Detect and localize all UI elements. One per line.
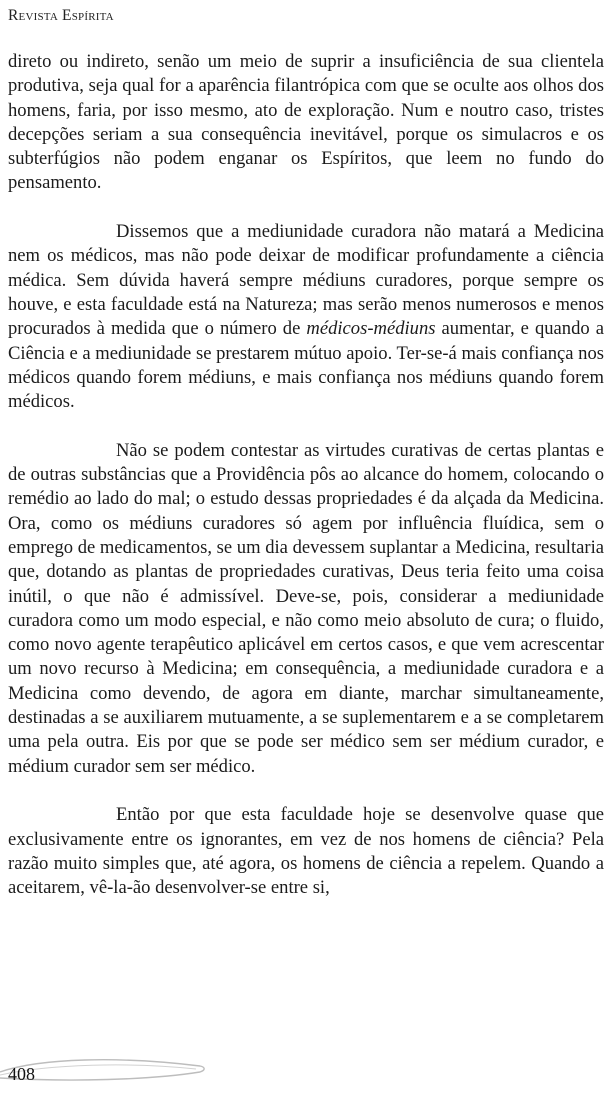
paragraph-2-text-a: Dissemos que a mediunidade curadora não matará a Medicina nem os médicos, mas não pode deixar de modificar profundamente a ciência médica. Sem dúvida haverá sempre médiuns curadores, porque sempre os houve, e esta faculdade está na Natureza; mas serão menos numerosos e menos procurados à medida que o número de (8, 221, 604, 340)
paragraph-4: Então por que esta faculdade hoje se desenvolve quase que exclusivamente entre os ignorantes, em vez de nos homens de ciência? Pela razão muito simples que, até agora, os homens de ciência a repelem. Quando a aceitarem, vê-la-ão desenvolver-se entre si, (8, 804, 604, 899)
page-body (8, 50, 604, 925)
running-head-title: Revista Espírita (8, 7, 114, 24)
paragraph-1: direto ou indireto, senão um meio de suprir a insuficiência de sua clientela produtiva, seja qual for a aparência filantrópica com que se oculte aos olhos dos homens, faria, por isso mesmo, ato de exploração. Num e noutro caso, tristes decepções seriam a sua consequência inevitável, porque os simulacros e os subterfúgios não podem enganar os Espíritos, que leem no fundo do pensamento. (8, 51, 604, 194)
paragraph-3: Não se podem contestar as virtudes curativas de certas plantas e de outras substâncias que a Providência pôs ao alcance do homem, colocando o remédio ao lado do mal; o estudo dessas propriedades é da alçada da Medicina. Ora, como os médiuns curadores só agem por influência fluídica, sem o emprego de medicamentos, se um dia devessem suplantar a Medicina, resultaria que, dotando as plantas de propriedades curativas, Deus teria feito uma coisa inútil, o que não é admissível. Deve-se, pois, considerar a mediunidade curadora como um modo especial, e não como meio absoluto de cura; o fluido, como novo agente terapêutico aplicável em certos casos, e que vem acrescentar um novo recurso à Medicina; em consequência, a mediunidade curadora e a Medicina como devendo, de agora em diante, marchar simultaneamente, destinadas a se auxiliarem mutuamente, a se suplementarem e a se completarem uma pela outra. Eis por que se pode ser médico sem ser médium curador, e médium curador sem ser médico. (8, 439, 604, 777)
paragraph-2 (8, 220, 604, 414)
page-number: 408 (8, 1064, 35, 1084)
paragraph-2-text-b: aumentar, e quando a Ciência e a mediunidade se prestarem mútuo apoio. Ter-se-á mais confiança nos médicos quando forem médiuns, e mais confiança nos médiuns quando forem médicos. (8, 318, 604, 413)
paragraph-2-italic-term: médicos-médiuns (306, 318, 436, 340)
